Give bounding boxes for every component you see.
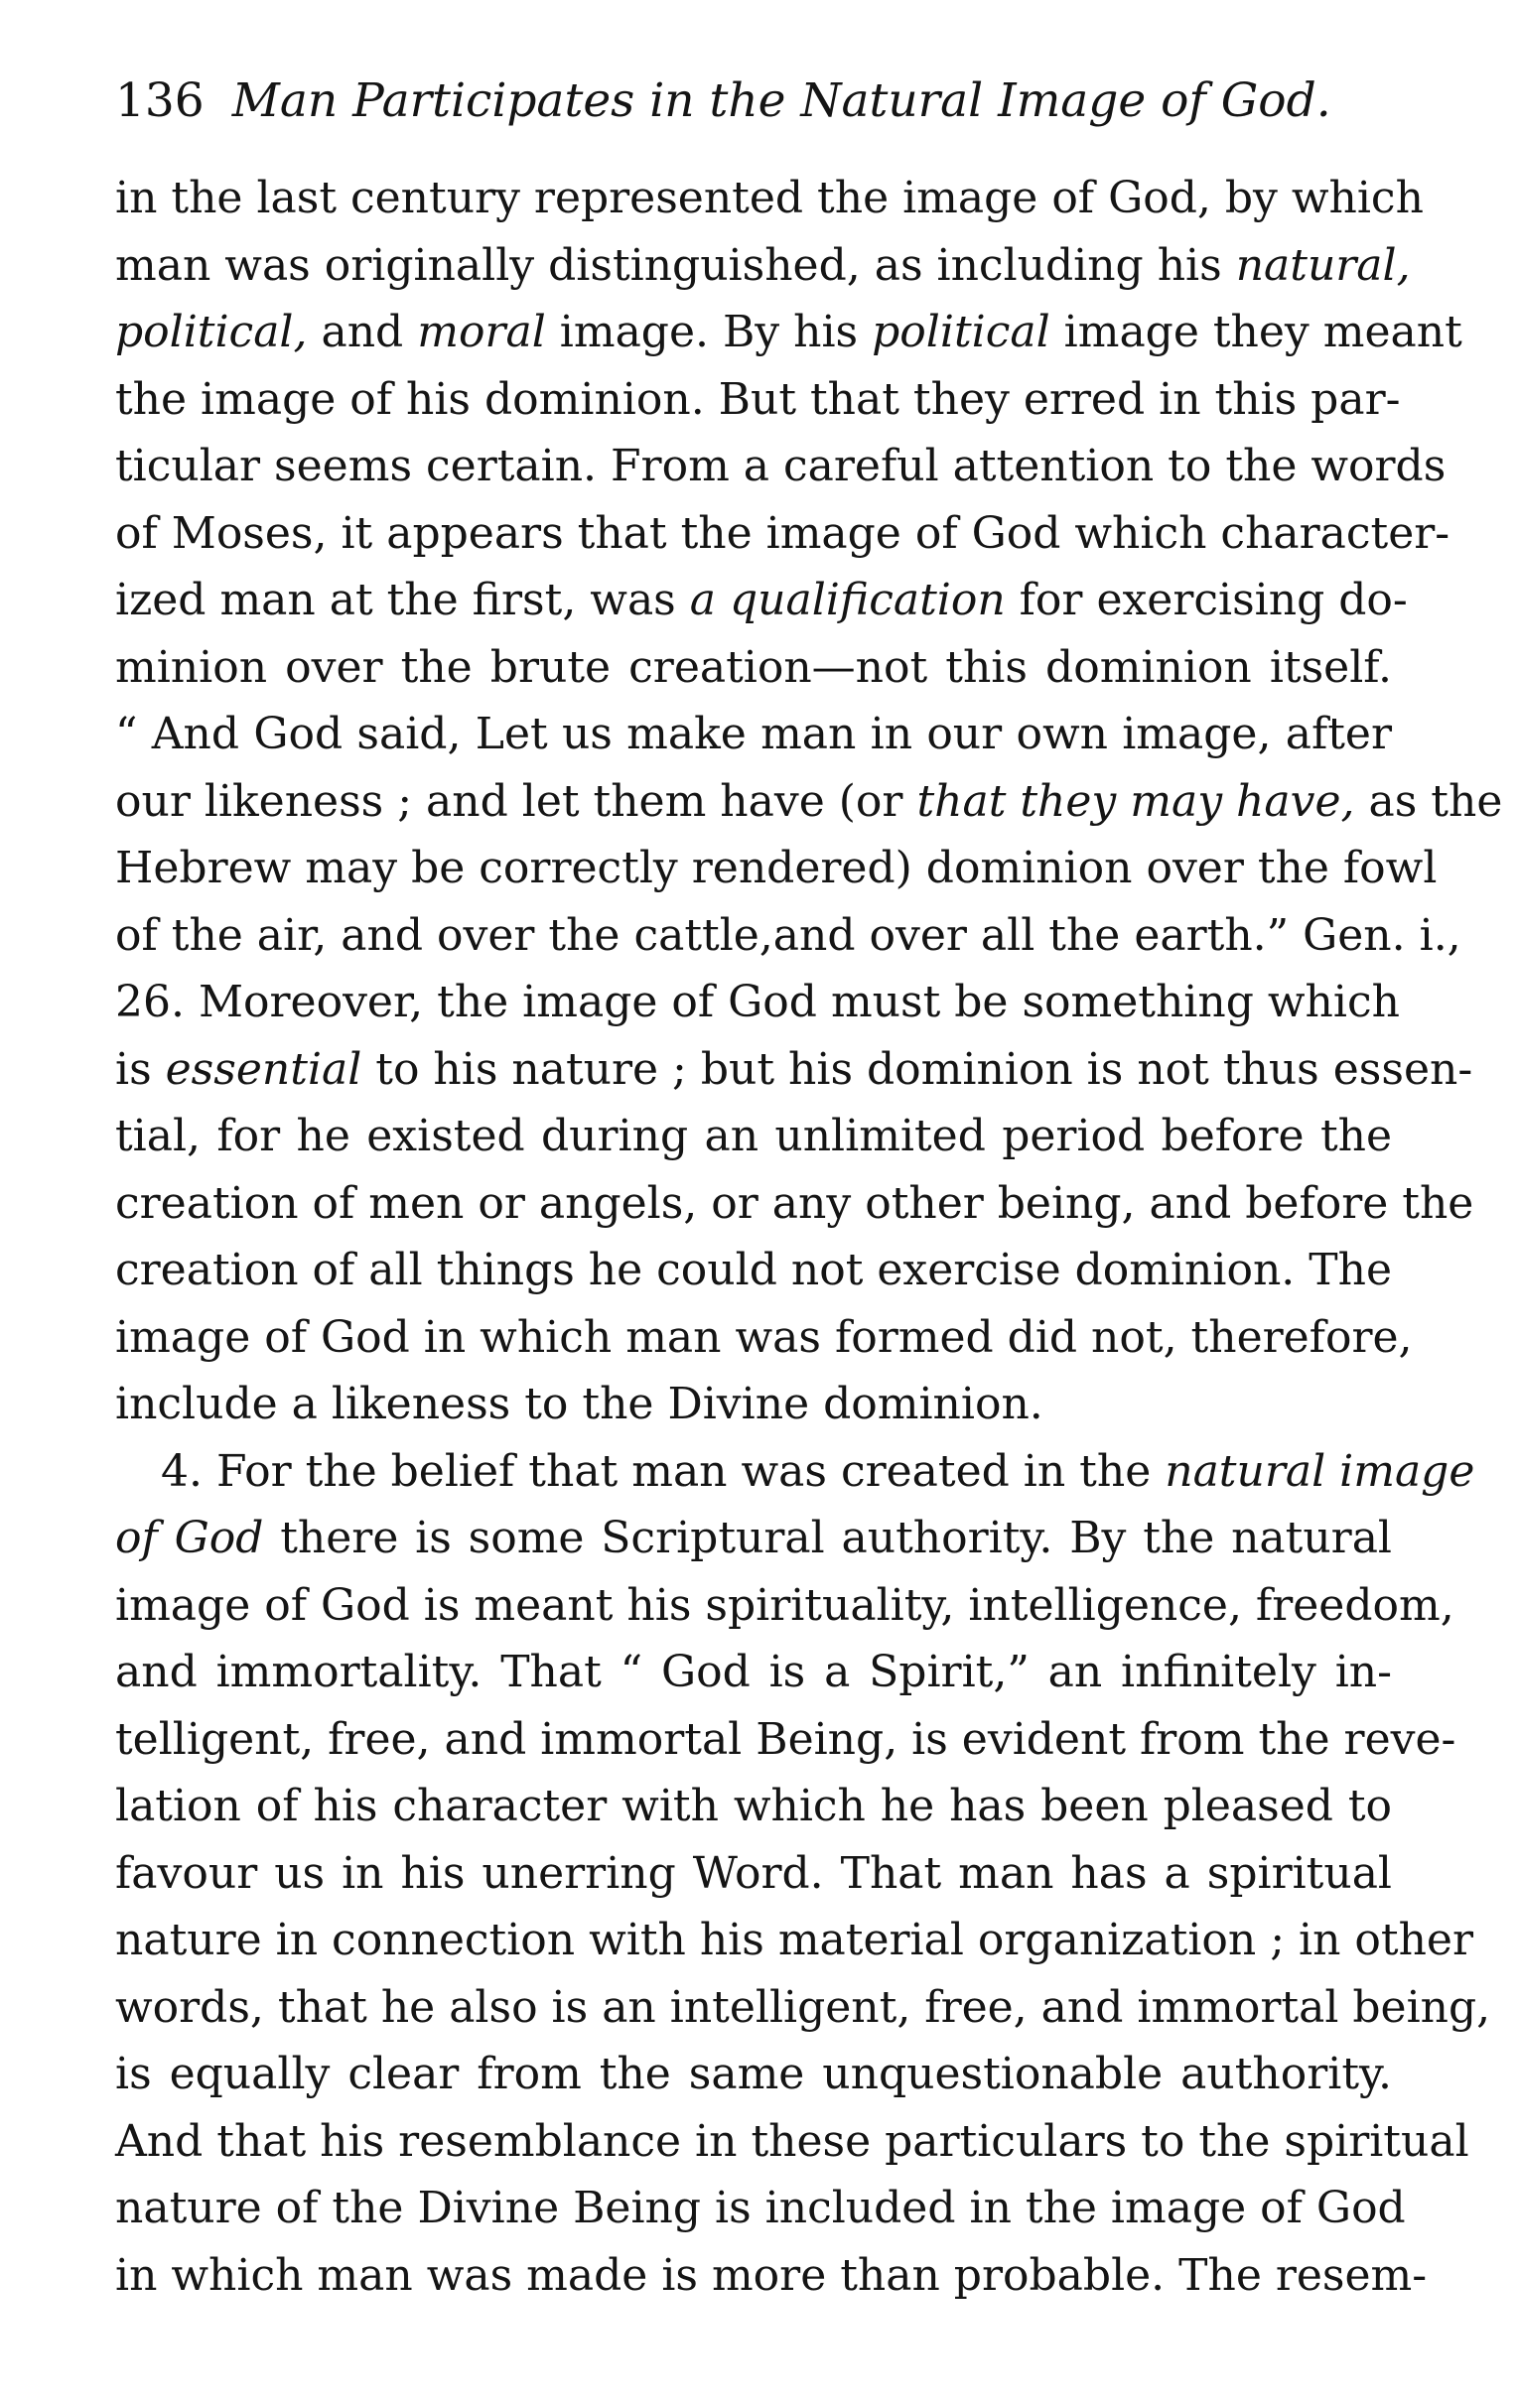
italic-segment: political bbox=[872, 307, 1050, 357]
italic-segment: political, bbox=[115, 307, 308, 357]
text-line bbox=[115, 433, 1447, 500]
text-line bbox=[115, 1371, 1392, 1438]
text-line bbox=[115, 366, 1401, 434]
running-head bbox=[115, 71, 1406, 131]
text-segment: and bbox=[307, 307, 418, 357]
text-segment: as the bbox=[1354, 775, 1503, 827]
text-segment: is bbox=[115, 1043, 166, 1095]
text-segment: to his nature ; but his dominion is not thus essen- bbox=[361, 1043, 1473, 1095]
text-segment: nature in connection with his material organization ; in other bbox=[115, 1915, 1473, 1965]
text-line bbox=[115, 232, 1411, 300]
text-line bbox=[115, 1103, 1392, 1170]
text-segment: image of God in which man was formed did not, therefore, bbox=[115, 1311, 1413, 1363]
text-segment: image. By his bbox=[545, 307, 873, 357]
text-segment: in the last century represented the image of God, by which bbox=[115, 173, 1424, 223]
text-line bbox=[115, 299, 1462, 366]
text-line bbox=[115, 2041, 1392, 2108]
page-number: 136 bbox=[115, 73, 205, 128]
text-segment: minion over the brute creation—not this dominion itself. bbox=[115, 641, 1392, 693]
running-head-title: Man Participates in the Natural Image of God. bbox=[231, 73, 1331, 128]
text-line bbox=[115, 1237, 1392, 1304]
text-segment: for exercising do- bbox=[1005, 575, 1408, 625]
text-segment: favour us in his unerring Word. That man has a spiritual bbox=[115, 1847, 1392, 1899]
italic-segment: natural, bbox=[1235, 239, 1411, 291]
text-segment: there is some Scriptural authority. By the natural bbox=[263, 1513, 1392, 1563]
text-segment: our likeness ; and let them have (or bbox=[115, 775, 917, 827]
text-segment: “ And God said, Let us make man in our own image, after bbox=[115, 709, 1392, 759]
text-segment: telligent, free, and immortal Being, is evident from the reve- bbox=[115, 1713, 1456, 1765]
text-line bbox=[115, 1170, 1474, 1238]
text-line bbox=[115, 634, 1392, 702]
text-segment: creation of all things he could not exercise dominion. The bbox=[115, 1245, 1392, 1295]
italic-segment: a qualification bbox=[689, 575, 1006, 625]
text-line bbox=[115, 701, 1392, 768]
text-segment: of the air, and over the cattle,and over all the earth.” Gen. i., bbox=[115, 909, 1461, 961]
text-line bbox=[115, 2175, 1406, 2242]
text-line bbox=[115, 165, 1424, 232]
text-segment: Hebrew may be correctly rendered) dominion over the fowl bbox=[115, 843, 1438, 893]
italic-segment: natural image bbox=[1165, 1445, 1475, 1497]
text-line bbox=[115, 1773, 1392, 1840]
text-line bbox=[115, 1572, 1454, 1640]
text-line bbox=[115, 1907, 1473, 1974]
text-line bbox=[115, 1706, 1456, 1774]
text-segment: 26. Moreover, the image of God must be something which bbox=[115, 977, 1400, 1027]
text-segment: of Moses, it appears that the image of God which character- bbox=[115, 507, 1450, 559]
text-segment: and immortality. That “ God is a Spirit,” an infinitely in- bbox=[115, 1647, 1392, 1697]
text-line bbox=[115, 1304, 1413, 1372]
text-line bbox=[115, 969, 1400, 1036]
text-line bbox=[115, 1036, 1473, 1104]
text-segment: tial, for he existed during an unlimited period before the bbox=[115, 1111, 1392, 1161]
text-segment: the image of his dominion. But that they erred in this par- bbox=[115, 373, 1401, 425]
italic-segment: essential bbox=[165, 1043, 362, 1095]
text-segment: in which man was made is more than probable. The resem- bbox=[115, 2249, 1428, 2301]
text-segment: image they meant bbox=[1049, 307, 1462, 357]
italic-segment: that they may have, bbox=[916, 775, 1355, 827]
text-segment: ticular seems certain. From a careful attention to the words bbox=[115, 441, 1447, 491]
text-segment: And that his resemblance in these particulars to the spiritual bbox=[115, 2115, 1469, 2167]
text-line bbox=[115, 2108, 1469, 2176]
text-line bbox=[115, 500, 1450, 568]
text-line bbox=[115, 902, 1461, 970]
text-segment: is equally clear from the same unquestionable authority. bbox=[115, 2049, 1392, 2099]
text-line bbox=[115, 835, 1438, 902]
text-line bbox=[115, 1639, 1392, 1706]
text-segment: image of God is meant his spirituality, intelligence, freedom, bbox=[115, 1579, 1454, 1631]
italic-segment: moral bbox=[417, 307, 546, 357]
text-line bbox=[115, 1840, 1392, 1908]
text-segment: 4. For the belief that man was created in the bbox=[161, 1445, 1166, 1497]
text-segment: nature of the Divine Being is included in the image of God bbox=[115, 2183, 1406, 2233]
text-line bbox=[115, 768, 1503, 836]
text-segment: words, that he also is an intelligent, free, and immortal being, bbox=[115, 1981, 1491, 2033]
body-text bbox=[115, 165, 1503, 2309]
text-line bbox=[115, 1974, 1491, 2042]
text-segment: include a likeness to the Divine dominion. bbox=[115, 1379, 1043, 1429]
text-line bbox=[115, 567, 1408, 634]
text-segment: lation of his character with which he has been pleased to bbox=[115, 1781, 1392, 1831]
text-line bbox=[115, 1505, 1392, 1572]
text-line bbox=[115, 2242, 1428, 2310]
text-segment: creation of men or angels, or any other being, and before the bbox=[115, 1177, 1474, 1229]
text-line bbox=[115, 1438, 1475, 1506]
italic-segment: of God bbox=[115, 1513, 264, 1563]
text-segment: man was originally distinguished, as including his bbox=[115, 239, 1236, 291]
text-segment: ized man at the first, was bbox=[115, 575, 690, 625]
